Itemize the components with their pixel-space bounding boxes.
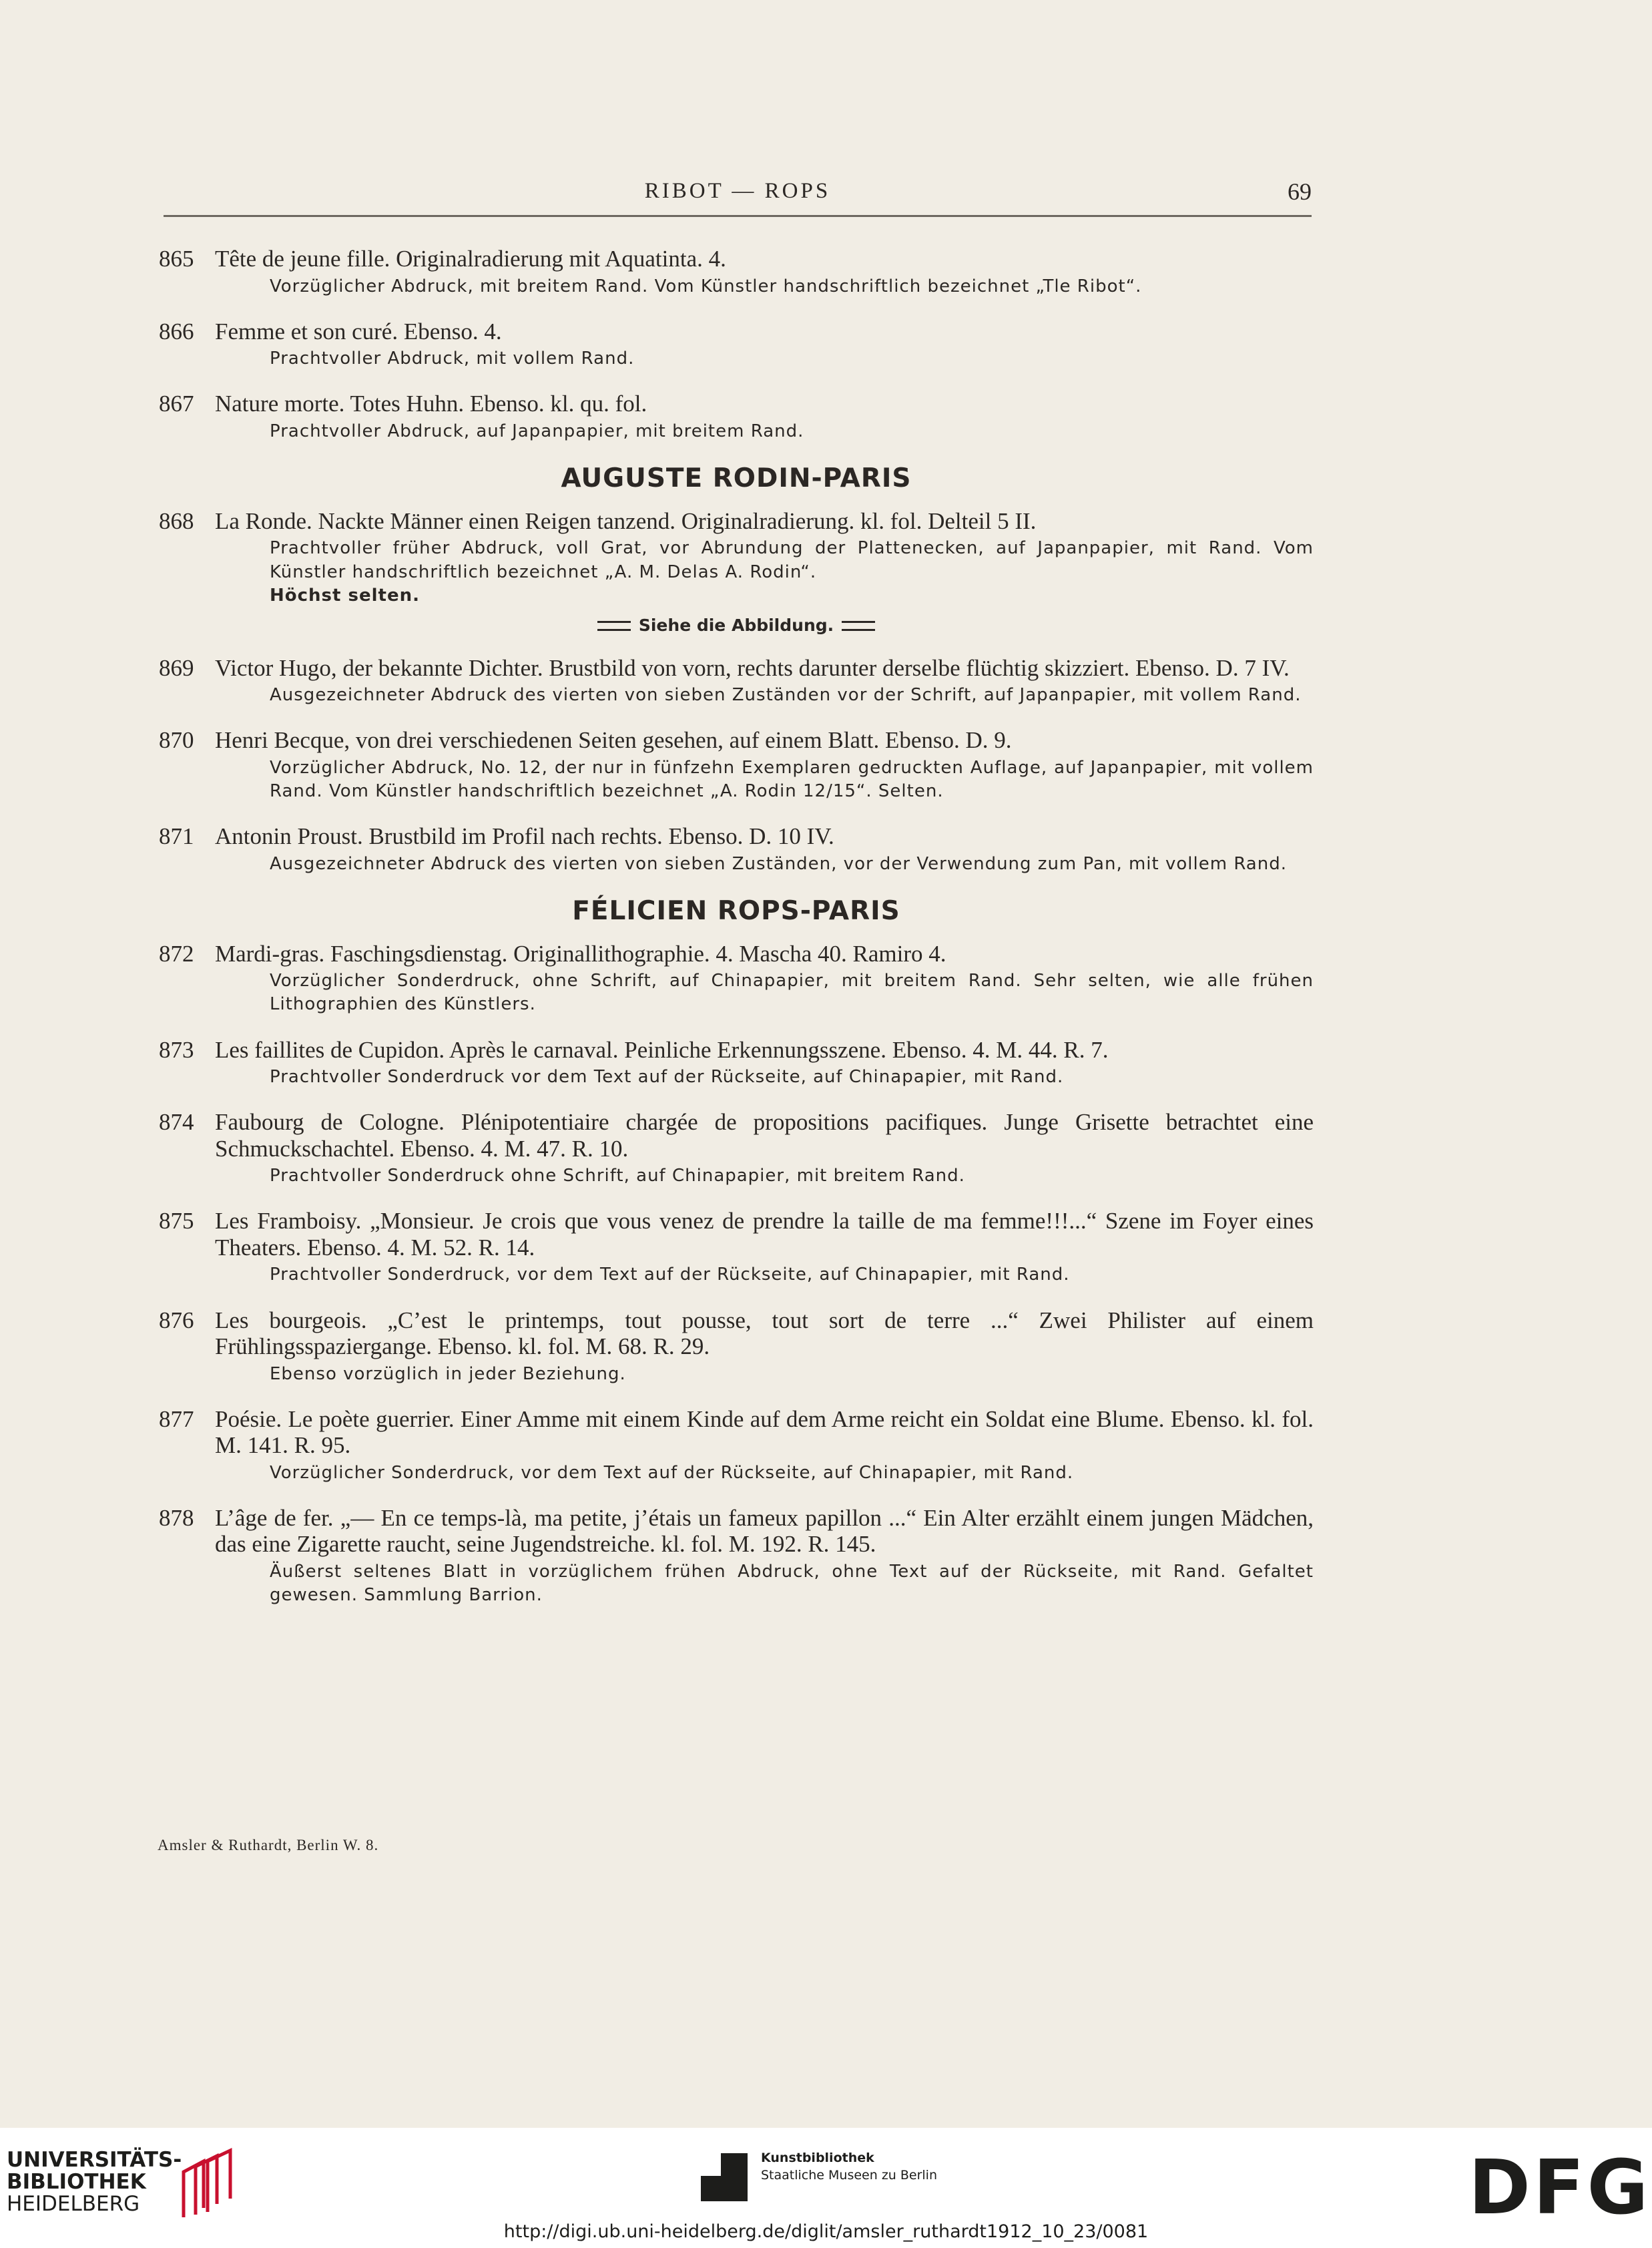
lot-number: 866: [159, 318, 194, 345]
rarity-note: Höchst selten.: [270, 585, 420, 606]
entry-title: Femme et son curé. Ebenso. 4.: [215, 318, 502, 345]
entry-note: Vorzüglicher Abdruck, mit breitem Rand. Vom Künstler handschriftlich bezeichnet „Tle Ribot“.: [270, 276, 1142, 296]
entry-note: Prachtvoller Sonderdruck vor dem Text auf der Rückseite, auf Chinapapier, mit Rand.: [270, 1067, 1064, 1088]
entry-note: Ausgezeichneter Abdruck des vierten von sieben Zuständen vor der Schrift, auf Japanpapier, mit vollem Rand.: [270, 685, 1302, 706]
lot-number: 872: [159, 940, 194, 967]
lot-number: 877: [159, 1405, 194, 1432]
lot-number: 867: [159, 391, 194, 417]
entry-note: Ebenso vorzüglich in jeder Beziehung.: [270, 1363, 626, 1384]
lot-number: 875: [159, 1208, 194, 1234]
double-rule-right: [842, 621, 875, 631]
double-rule-left: [597, 621, 631, 631]
entry-note: Vorzüglicher Sonderdruck, vor dem Text auf der Rückseite, auf Chinapapier, mit Rand.: [270, 1462, 1074, 1483]
dfg-logo[interactable]: DFG: [1468, 2145, 1651, 2231]
lot-number: 868: [159, 507, 194, 534]
lot-number: 873: [159, 1036, 194, 1063]
catalogue-content: [159, 246, 1314, 1627]
catalogue-entry: [159, 941, 1314, 1017]
section-heading-rops: FÉLICIEN ROPS-PARIS: [572, 895, 900, 926]
entry-note: Prachtvoller früher Abdruck, voll Grat, vor Abrundung der Plattenecken, auf Japanpapier, mit Rand. Vom Künstler handschriftlich bezeichnet „A. M. Delas A. Rodin“. Höchst selten.: [270, 538, 1314, 606]
source-url-link[interactable]: http://digi.ub.uni-heidelberg.de/diglit/amsler_ruthardt1912_10_23/0081: [503, 2221, 1149, 2242]
lot-number: 876: [159, 1307, 194, 1333]
printer-imprint: Amsler & Ruthardt, Berlin W. 8.: [158, 1837, 379, 1853]
entry-title: Les faillites de Cupidon. Après le carnaval. Peinliche Erkennungsszene. Ebenso. 4. M. 44. R. 7.: [215, 1036, 1109, 1063]
catalogue-entry: [159, 655, 1314, 708]
entry-note: Prachtvoller Sonderdruck ohne Schrift, auf Chinapapier, mit breitem Rand.: [270, 1166, 965, 1186]
lot-number: 869: [159, 654, 194, 681]
catalogue-entry: [159, 1109, 1314, 1188]
entry-note: Äußerst seltenes Blatt in vorzüglichem frühen Abdruck, ohne Text auf der Rückseite, mit Rand. Gefaltet gewesen. Sammlung Barrion.: [270, 1561, 1314, 1606]
lot-number: 870: [159, 727, 194, 754]
entry-note: Vorzüglicher Sonderdruck, ohne Schrift, auf Chinapapier, mit breitem Rand. Sehr selten, wie alle frühen Lithographien des Künstlers.: [270, 971, 1314, 1015]
entry-note: Vorzüglicher Abdruck, No. 12, der nur in fünfzehn Exemplaren gedruckten Auflage, auf Japanpapier, mit vollem Rand. Vom Künstler handschriftlich bezeichnet „A. Rodin 12/15“. Selten.: [270, 757, 1314, 802]
catalogue-entry: [159, 1406, 1314, 1485]
lot-number: 878: [159, 1504, 194, 1531]
page-header: [164, 175, 1312, 217]
section-heading-rodin: AUGUSTE RODIN-PARIS: [561, 463, 912, 493]
kunstbibliothek-mark-icon: [701, 2153, 748, 2201]
catalogue-entry: [159, 318, 1314, 371]
entry-title: L’âge de fer. „— En ce temps-là, ma petite, j’étais un fameux papillon ...“ Ein Alter erzählt einem jungen Mädchen, das eine Zigarette raucht, seine Jugendstreiche. kl. fol. M. 192. R. 145.: [215, 1504, 1314, 1558]
university-library-logo[interactable]: UNIVERSITÄTS- BIBLIOTHEK HEIDELBERG: [7, 2148, 260, 2228]
see-illustration-note: Siehe die Abbildung.: [159, 616, 1314, 635]
entry-title: Les bourgeois. „C’est le printemps, tout pousse, tout sort de terre ...“ Zwei Philister auf einem Frühlingsspaziergange. Ebenso. kl. fol. M. 68. R. 29.: [215, 1307, 1314, 1360]
catalogue-entry: [159, 391, 1314, 443]
entry-title: Faubourg de Cologne. Plénipotentiaire chargée de propositions pacifiques. Junge Grisette betrachtet eine Schmuckschachtel. Ebenso. 4. M. 47. R. 10.: [215, 1109, 1314, 1162]
page-number: 69: [1288, 178, 1312, 205]
catalogue-entry: [159, 508, 1314, 635]
entry-title: Mardi-gras. Faschingsdienstag. Originallithographie. 4. Mascha 40. Ramiro 4.: [215, 940, 946, 967]
entry-note: Prachtvoller Sonderdruck, vor dem Text auf der Rückseite, auf Chinapapier, mit Rand.: [270, 1265, 1070, 1285]
catalogue-entry: [159, 246, 1314, 298]
entry-note: Prachtvoller Abdruck, mit vollem Rand.: [270, 349, 635, 369]
entry-title: La Ronde. Nackte Männer einen Reigen tanzend. Originalradierung. kl. fol. Delteil 5 II.: [215, 507, 1037, 534]
ub-red-mark-icon: [177, 2148, 237, 2221]
entry-title: Henri Becque, von drei verschiedenen Seiten gesehen, auf einem Blatt. Ebenso. D. 9.: [215, 727, 1012, 754]
catalogue-entry: [159, 1208, 1314, 1287]
catalogue-entry: [159, 727, 1314, 803]
catalogue-entry: [159, 1505, 1314, 1607]
digitization-footer: [0, 2128, 1652, 2248]
kunstbibliothek-logo[interactable]: Kunstbibliothek Staatliche Museen zu Berlin: [701, 2148, 981, 2201]
catalogue-entry: [159, 1037, 1314, 1090]
lot-number: 874: [159, 1109, 194, 1136]
catalogue-entry: [159, 823, 1314, 876]
entry-title: Poésie. Le poète guerrier. Einer Amme mit einem Kinde auf dem Arme reicht ein Soldat eine Blume. Ebenso. kl. fol. M. 141. R. 95.: [215, 1405, 1314, 1459]
lot-number: 871: [159, 823, 194, 850]
entry-note: Prachtvoller Abdruck, auf Japanpapier, mit breitem Rand.: [270, 421, 804, 441]
entry-note: Ausgezeichneter Abdruck des vierten von sieben Zuständen, vor der Verwendung zum Pan, mit vollem Rand.: [270, 853, 1287, 874]
catalogue-entry: [159, 1307, 1314, 1386]
running-title: RIBOT — ROPS: [644, 179, 831, 203]
entry-title: Les Framboisy. „Monsieur. Je crois que vous venez de prendre la taille de ma femme!!!...“ Szene im Foyer eines Theaters. Ebenso. 4. M. 52. R. 14.: [215, 1208, 1314, 1261]
entry-title: Antonin Proust. Brustbild im Profil nach rechts. Ebenso. D. 10 IV.: [215, 823, 834, 850]
entry-title: Nature morte. Totes Huhn. Ebenso. kl. qu. fol.: [215, 391, 647, 417]
lot-number: 865: [159, 246, 194, 272]
entry-title: Tête de jeune fille. Originalradierung mit Aquatinta. 4.: [215, 246, 726, 272]
entry-title: Victor Hugo, der bekannte Dichter. Brustbild von vorn, rechts darunter derselbe flüchtig skizziert. Ebenso. D. 7 IV.: [215, 654, 1290, 681]
